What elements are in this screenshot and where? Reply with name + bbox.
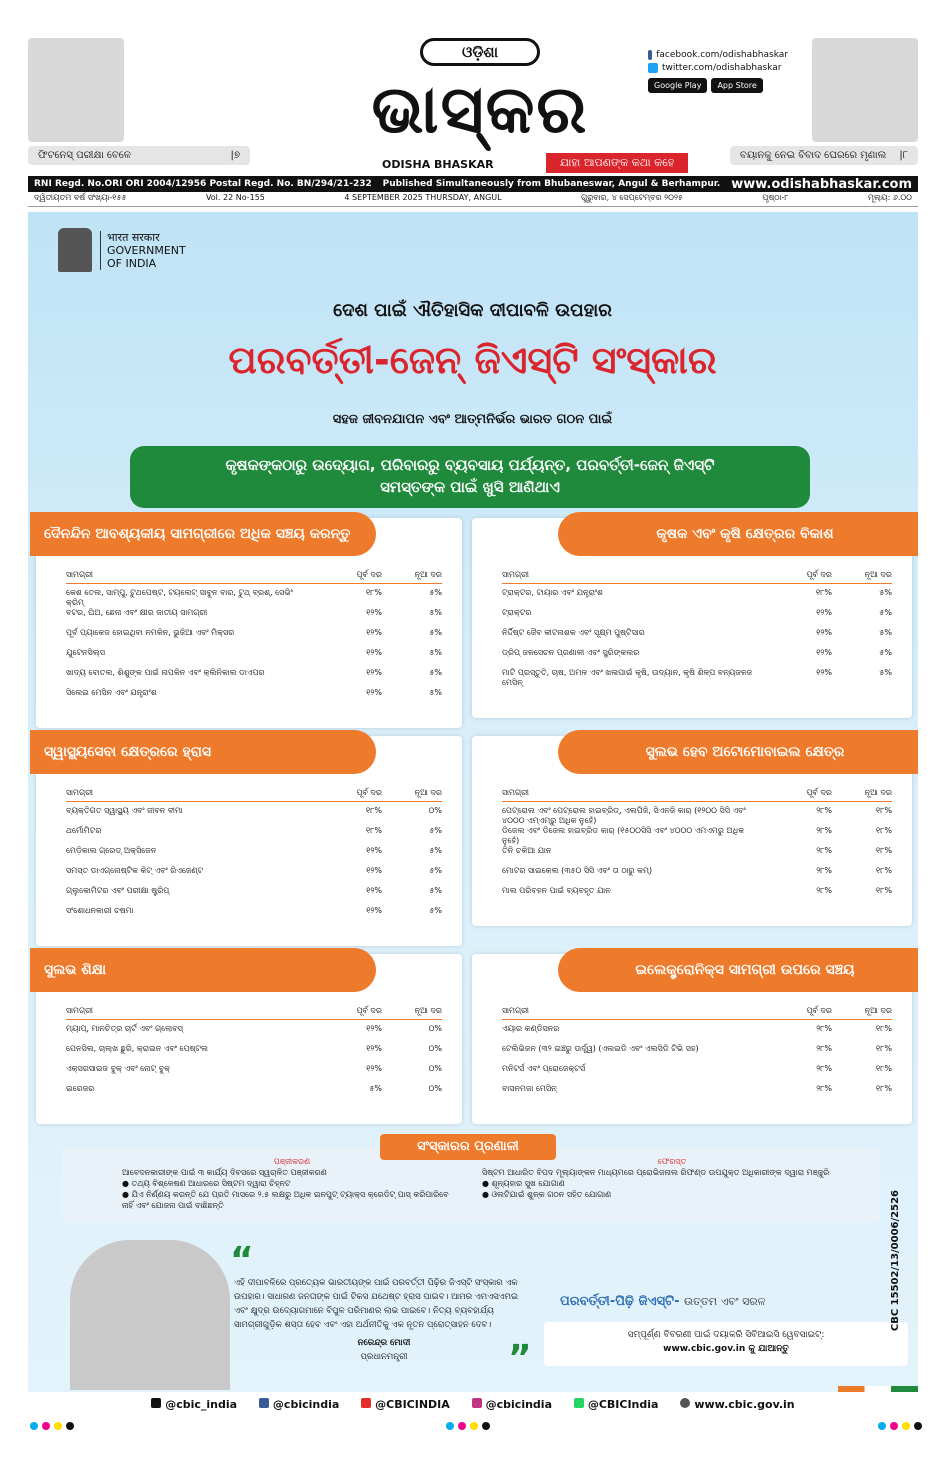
quote-role: ପ୍ରଧାନମନ୍ତ୍ରୀ: [360, 1352, 408, 1362]
facebook-icon: [259, 1398, 269, 1408]
published-text: Published Simultaneously from Bhubaneswar, Angul & Berhampur.: [382, 179, 721, 189]
x-icon: [151, 1398, 161, 1408]
col-old-rate: ପୂର୍ବ ଦର: [806, 570, 832, 579]
new-rate: ୧୮%: [876, 1044, 892, 1053]
masthead-tagline: ଯାହା ଆପଣଙ୍କ କଥା କହେ: [546, 153, 688, 173]
headline-2: ପରବର୍ତ୍ତୀ-ଜେନ୍ ଜିଏସ୍ଟି ସଂସ୍କାର: [228, 338, 717, 382]
rate-card: [472, 736, 912, 926]
rate-card-title: ସୁଲଭ ଶିକ୍ଷା: [30, 948, 376, 992]
page-count: ପୃଷ୍ଠା-୮: [762, 193, 789, 202]
new-rate: ୧୮%: [876, 886, 892, 895]
quote-name: ନରେନ୍ଦ୍ର ମୋଦୀ: [357, 1338, 411, 1348]
pm-photo: [70, 1240, 230, 1390]
rate-card: [472, 954, 912, 1124]
col-new-rate: ନୂଆ ଦର: [864, 788, 892, 797]
rate-row: [66, 1064, 442, 1084]
right-teaser-page: |୮: [899, 150, 908, 161]
masthead-name-en: ODISHA BHASKAR: [382, 158, 494, 171]
facebook-icon: [648, 50, 652, 60]
regd-text: RNI Regd. No.ORI ORI 2004/12956 Postal Regd. No. BN/294/21-232: [34, 179, 372, 189]
right-teaser-photo: [812, 38, 918, 142]
headline-1: ଦେଶ ପାଇଁ ଐତିହାସିକ ଦୀପାବଳି ଉପହାର: [333, 300, 612, 321]
col-old-rate: ପୂର୍ବ ଦର: [806, 1006, 832, 1015]
rate-row: [66, 1044, 442, 1064]
rate-item: ବଟର, ଘିଅ, ଛେନା ଏବଂ କ୍ଷୀର ଜାତୀୟ ସାମଗ୍ରୀ: [66, 608, 208, 617]
rate-item: ସମସ୍ତ ଡାଏଗ୍ନୋଷ୍ଟିକ କିଟ୍ ଏବଂ ରିଏଜେଣ୍ଟ: [66, 866, 204, 875]
rate-card-title: ସୁଲଭ ହେବ ଅଟୋମୋବାଇଲ କ୍ଷେତ୍ର: [558, 730, 918, 774]
year-issue: ଦ୍ୱିତୀୟତମ ବର୍ଷ ସଂଖ୍ୟା-୧୫୫: [34, 193, 127, 202]
new-rate: ୧୮%: [876, 846, 892, 855]
headline-3: ସହଜ ଜୀବନଯାପନ ଏବଂ ଆତ୍ମନିର୍ଭର ଭାରତ ଗଠନ ପାଇଁ: [332, 412, 613, 427]
rate-row: [502, 1084, 892, 1104]
gst-tag-a: ପରବର୍ତ୍ତୀ-ପିଢ଼ି ଜିଏସ୍ଟି-: [560, 1294, 680, 1309]
rate-item: ଡ୍ରିପ୍ ଜଳସେଚନ ପ୍ରଣାଳୀ ଏବଂ ସ୍ପ୍ରିଙ୍କଲର: [502, 648, 640, 657]
twitter-icon: [648, 63, 658, 73]
rate-row: [502, 588, 892, 608]
rate-row: [502, 826, 892, 846]
new-rate: ୫%: [429, 628, 442, 637]
issue-info: [28, 193, 918, 207]
rate-card: [36, 736, 462, 946]
new-rate: ୦%: [428, 1024, 442, 1033]
old-rate: ୧୨%: [366, 886, 382, 895]
rate-item: ଗ୍ଲୁକୋମିଟର ଏବଂ ପରୀକ୍ଷା ଷ୍ଟ୍ରିପ୍: [66, 886, 170, 895]
sys-left-head: ପଞ୍ଜୀକରଣ: [273, 1157, 311, 1166]
rate-card: [472, 518, 912, 718]
rate-item: ଥର୍ମୋମିଟର: [66, 826, 102, 835]
old-rate: ୧୮%: [366, 826, 382, 835]
right-teaser-text: ବୟାନକୁ ନେଇ ବିବାଦ ଘେରରେ ମୃଣାଲ: [740, 150, 887, 161]
col-new-rate: ନୂଆ ଦର: [414, 570, 442, 579]
col-old-rate: ପୂର୍ବ ଦର: [356, 570, 382, 579]
close-quote-icon: ”: [508, 1338, 532, 1379]
rate-row: [66, 806, 442, 826]
old-rate: ୨୮%: [816, 1024, 832, 1033]
new-rate: ୫%: [879, 628, 892, 637]
rate-item: ଏକ୍ସରସାଇଜ ବୁକ୍ ଏବଂ ନୋଟ୍ ବୁକ୍: [66, 1064, 171, 1073]
rate-row: [66, 688, 442, 708]
old-rate: ୧୨%: [366, 846, 382, 855]
rate-item: ଇରେଜର: [66, 1084, 95, 1093]
rate-row: [66, 826, 442, 846]
new-rate: ୧୮%: [876, 866, 892, 875]
facebook-link-cbic[interactable]: @cbicindia: [259, 1398, 339, 1411]
volume: Vol. 22 No-155: [205, 193, 265, 202]
old-rate: ୧୨%: [366, 906, 382, 915]
registration-dots-left: [30, 1422, 74, 1430]
sys-right-3: ଓଲଟିଯାଇଁ ଶୁଳ୍କ ଗଠନ ସହିତ ଯୋଗାଣ: [491, 1190, 612, 1199]
rate-row: [66, 608, 442, 628]
new-rate: ୫%: [429, 688, 442, 697]
registration-bar: [28, 176, 918, 192]
rate-row: [66, 628, 442, 648]
green-line-2: ସମସ୍ତଙ୍କ ପାଇଁ ଖୁସି ଆଣିଥାଏ: [380, 478, 560, 496]
rate-row: [66, 588, 442, 608]
website-link[interactable]: www.odishabhaskar.com: [731, 176, 912, 192]
rate-row: [66, 668, 442, 688]
app-store-badge[interactable]: App Store: [711, 78, 762, 93]
new-rate: ୧୮%: [876, 1024, 892, 1033]
rate-item: ଟ୍ରାକ୍ଟର, ଟାୟାର ଏବଂ ଯନ୍ତ୍ରାଂଶ: [502, 588, 603, 597]
rate-card-title: କୃଷକ ଏବଂ କୃଷି କ୍ଷେତ୍ରର ବିକାଶ: [558, 512, 918, 556]
rate-item: ମାଟି ପ୍ରସ୍ତୁତି, ଚାଷ, ଅମଳ ଏବଂ ଖଳାପାଇଁ କୃଷି, ଉଦ୍ୟାନ, କୃଷି ଶିଳ୍ପ ବନ୍ୟଜଳଜ ମେସିନ୍: [502, 668, 753, 687]
new-rate: ୫%: [429, 886, 442, 895]
rate-row: [66, 846, 442, 866]
gov-en-1: GOVERNMENT: [107, 243, 186, 257]
sys-right-head: ଫେରସ୍ତ: [657, 1157, 687, 1166]
cbic-line-1: ସମ୍ପୂର୍ଣ୍ଣ ବିବରଣୀ ପାଇଁ ଦୟାକରି ସିବିଆଇସି ୱେବସାଇଟ୍:: [627, 1330, 825, 1340]
rate-row: [502, 886, 892, 906]
new-rate: ୧୮%: [876, 1084, 892, 1093]
new-rate: ୫%: [429, 826, 442, 835]
col-item: ସାମଗ୍ରୀ: [66, 570, 93, 579]
old-rate: ୧୨%: [366, 628, 382, 637]
twitter-link[interactable]: twitter.com/odishabhaskar: [648, 63, 788, 73]
date-en: 4 SEPTEMBER 2025 THURSDAY, ANGUL: [344, 193, 502, 202]
old-rate: ୧୨%: [816, 648, 832, 657]
green-line-1: କୃଷକଙ୍କଠାରୁ ଉଦ୍ୟୋଗ, ପରିବାରରୁ ବ୍ୟବସାୟ ପର୍ଯ୍ୟନ୍ତ, ପରବର୍ତ୍ତୀ-ଜେନ୍ ଜିଏସ୍ଟି: [225, 456, 715, 474]
google-play-badge[interactable]: Google Play: [648, 78, 707, 93]
rate-row: [502, 648, 892, 668]
new-rate: ୧୮%: [876, 826, 892, 835]
col-item: ସାମଗ୍ରୀ: [502, 570, 529, 579]
rate-row: [502, 846, 892, 866]
rate-card: [36, 518, 462, 728]
rate-item: ମନିଟର୍ସ ଏବଂ ପ୍ରୋଜେକ୍ଟର୍ସ: [502, 1064, 586, 1073]
rate-table-header: [502, 570, 892, 584]
rate-row: [66, 1024, 442, 1044]
pm-quote: [234, 1276, 534, 1364]
instagram-link[interactable]: @cbicindia: [472, 1398, 552, 1411]
open-quote-icon: “: [230, 1240, 254, 1281]
rate-item: ପେଟ୍ରୋଲ ଏବଂ ପେଟ୍ରୋଲ ହାଇବ୍ରିଡ୍, ଏଲପିଜି, ସିଏନଜି କାର୍ (୧୨୦୦ ସିସି ଏବଂ ୪୦୦୦ ଏମ୍ଏମ୍‌ରୁ ଅଧିକ ନୁହେଁ): [502, 806, 746, 825]
rate-item: ନିର୍ଦ୍ଦିଷ୍ଟ ଜୈବ କୀଟନାଶକ ଏବଂ ସୂକ୍ଷ୍ମ ପୁଷ୍ଟିସାର: [502, 628, 645, 637]
whatsapp-icon: [574, 1398, 584, 1408]
col-old-rate: ପୂର୍ବ ଦର: [806, 788, 832, 797]
new-rate: ୫%: [429, 906, 442, 915]
rate-row: [66, 866, 442, 886]
old-rate: ୧୨%: [366, 688, 382, 697]
col-new-rate: ନୂଆ ଦର: [414, 788, 442, 797]
col-new-rate: ନୂଆ ଦର: [864, 1006, 892, 1015]
col-new-rate: ନୂଆ ଦର: [414, 1006, 442, 1015]
rate-row: [66, 648, 442, 668]
left-teaser-photo: [28, 38, 124, 142]
new-rate: ୫%: [879, 668, 892, 677]
sys-left-2: ତଥ୍ୟ ବିଶ୍ଳେଷଣ ଆଧାରରେ ସିଷ୍ଟମ ଦ୍ୱାରା ଚିହ୍ନଟ: [131, 1179, 291, 1188]
rate-row: [502, 668, 892, 688]
national-emblem-icon: [58, 228, 92, 272]
old-rate: ୧୨%: [816, 608, 832, 617]
registration-dots-right: [878, 1422, 922, 1430]
facebook-link[interactable]: facebook.com/odishabhaskar: [648, 50, 788, 60]
old-rate: ୨୮%: [816, 1084, 832, 1093]
rate-item: ସଂଶୋଧନକାରୀ ଚଷମା: [66, 906, 134, 915]
sys-right-2: ଶୂନ୍ୟହାର ସୁଖ ଯୋଗାଣ: [491, 1179, 565, 1188]
sys-left-1: ଆବେଦନକାରୀଙ୍କ ପାଇଁ ୩ କାର୍ଯ୍ୟ ଦିବସରେ ସ୍ୱଚାଳିତ ପଞ୍ଜୀକରଣ: [122, 1168, 327, 1177]
new-rate: ୫%: [879, 648, 892, 657]
col-item: ସାମଗ୍ରୀ: [66, 1006, 93, 1015]
left-teaser-text: ଫିଟନେସ୍ ପରୀକ୍ଷା ବେଳେ: [38, 150, 131, 161]
left-teaser-page: |୭: [230, 150, 240, 161]
youtube-link[interactable]: @CBICINDIA: [361, 1398, 450, 1411]
new-rate: ୧୮%: [876, 806, 892, 815]
rate-item: ଡିଜେଲ ଏବଂ ଡିଜେଲ ହାଇବ୍ରିଡ କାର୍ (୧୫୦୦ସିସି ଏବଂ ୪୦୦୦ ଏମଏମରୁ ଅଧିକ ନୁହେଁ): [502, 826, 745, 845]
new-rate: ୫%: [429, 608, 442, 617]
col-new-rate: ନୂଆ ଦର: [864, 570, 892, 579]
new-rate: ୧୮%: [876, 1064, 892, 1073]
price: ମୂଲ୍ୟ: ୬.୦୦: [868, 193, 912, 202]
col-old-rate: ପୂର୍ବ ଦର: [356, 1006, 382, 1015]
old-rate: ୧୮%: [366, 806, 382, 815]
youtube-icon: [361, 1398, 371, 1408]
old-rate: ୧୮%: [366, 588, 382, 597]
new-rate: ୫%: [429, 866, 442, 875]
new-rate: ୦%: [428, 1084, 442, 1093]
old-rate: ୨୮%: [816, 886, 832, 895]
rate-card-title: ଇଲେକ୍ଟ୍ରୋନିକ୍ସ ସାମଗ୍ରୀ ଉପରେ ସଞ୍ଚୟ: [558, 948, 918, 992]
gst-tag-b: ଉତ୍ତମ ଏବଂ ସରଳ: [684, 1295, 766, 1308]
rate-item: ଖାଦ୍ୟ ବୋତଲ, ଶିଶୁଙ୍କ ପାଇଁ ନାପକିନ ଏବଂ କ୍ଲିନିକାଲ ଡାଏପର: [66, 668, 265, 677]
instagram-icon: [472, 1398, 482, 1408]
quote-text: ଏହି ଦୀପାବଳିରେ ପ୍ରତ୍ୟେକ ଭାରତୀୟଙ୍କ ପାଇଁ ପରବର୍ତ୍ତୀ ପିଢ଼ିର ଜିଏସ୍ଟି ସଂସ୍କାର ଏକ ଉପହାର। ସାଧାରଣ ଜନତାଙ୍କ ପାଇଁ ଟିକସ ଯଥେଷ୍ଟ ହ୍ରାସ ପାଇବ। ଆମର ଏମଏସଏମଇ ଏବଂ କ୍ଷୁଦ୍ର ଉଦ୍ୟୋଗମାନେ ବିପୁଳ ପରିମାଣର ଲାଭ ପାଇବେ। ନିତ୍ୟ ବ୍ୟବହାର୍ଯ୍ୟ ସାମଗ୍ରୀଗୁଡ଼ିକ ଶସ୍ତା ହେବ ଏବଂ ଏହା ଅର୍ଥନୀତିକୁ ଏକ ନୂତନ ପ୍ରୋତ୍ସାହନ ଦେବ।: [234, 1278, 519, 1330]
old-rate: ୨୮%: [816, 1064, 832, 1073]
globe-icon: [680, 1398, 690, 1408]
rate-item: ବ୍ୟକ୍ତିଗତ ସ୍ୱାସ୍ଥ୍ୟ ଏବଂ ଜୀବନ ବୀମା: [66, 806, 183, 815]
rate-row: [502, 1064, 892, 1084]
rate-item: ମ୍ୟାପ୍, ମାନଚିତ୍ର ଚାର୍ଟ ଏବଂ ଗ୍ଲୋବସ୍: [66, 1024, 183, 1033]
rate-item: ତିନି ଚକିଆ ଯାନ: [502, 846, 552, 855]
system-title: ସଂସ୍କାରର ପ୍ରଣାଳୀ: [380, 1134, 556, 1160]
rate-item: ସିଲେଇ ମେସିନ ଏବଂ ଯନ୍ତ୍ରାଂଶ: [66, 688, 157, 697]
sys-left-3: ଯିଏ ନିର୍ଣ୍ଣୟ କରନ୍ତି ଯେ ପ୍ରତି ମାସରେ ୨.୫ ଲକ୍ଷରୁ ଅଧିକ ଇନପୁଟ୍ ଟ୍ୟାକ୍ସ କ୍ରେଡିଟ୍ ପାସ୍ କରିପାରିବେ ନାହିଁ ଏବଂ ଯୋଜନା ପାଇଁ ବାଛିଛନ୍ତି: [122, 1190, 449, 1210]
new-rate: ୫%: [429, 648, 442, 657]
social-bar: [28, 1392, 918, 1416]
rate-row: [502, 866, 892, 886]
new-rate: ୫%: [429, 588, 442, 597]
new-rate: ୦%: [428, 806, 442, 815]
rate-table-header: [502, 1006, 892, 1020]
col-item: ସାମଗ୍ରୀ: [502, 1006, 529, 1015]
rate-item: ପୂର୍ବ ପ୍ୟାକେଜ ହୋଇଥିବା ନମକିନ, ଭୁଜିଆ ଏବଂ ମିକ୍ସର: [66, 628, 235, 637]
old-rate: ୧୨%: [366, 608, 382, 617]
gst-tagline: [560, 1294, 766, 1309]
rate-item: ବାସନମଜା ମେସିନ୍: [502, 1084, 557, 1093]
logo-big: ଭାସ୍କର: [371, 71, 589, 148]
cbc-code: CBC 15502/13/0006/2526: [890, 1190, 901, 1332]
col-item: ସାମଗ୍ରୀ: [502, 788, 529, 797]
col-item: ସାମଗ୍ରୀ: [66, 788, 93, 797]
rate-item: ଟେଲିଭିଜନ (୩୨ ଇଞ୍ଚରୁ ଊର୍ଦ୍ଧ୍ୱ) (ଏଲଇଡି ଏବଂ ଏଲସିଡି ଟିଭି ସହ): [502, 1044, 699, 1053]
rate-item: ମୋଟର ସାଇକେଲ (୩୫୦ ସିସି ଏବଂ ତା ଠାରୁ କମ୍): [502, 866, 653, 875]
registration-dots-center: [446, 1422, 490, 1430]
x-link[interactable]: @cbic_india: [151, 1398, 237, 1411]
old-rate: ୧୨%: [366, 668, 382, 677]
cbic-info-box: [544, 1322, 908, 1366]
new-rate: ୫%: [879, 588, 892, 597]
col-old-rate: ପୂର୍ବ ଦର: [356, 788, 382, 797]
rate-card-title: ସ୍ୱାସ୍ଥ୍ୟସେବା କ୍ଷେତ୍ରରେ ହ୍ରାସ: [30, 730, 376, 774]
new-rate: ୫%: [879, 608, 892, 617]
rate-table-header: [66, 788, 442, 802]
old-rate: ୧୨%: [366, 866, 382, 875]
rate-table-header: [66, 1006, 442, 1020]
old-rate: ୧୮%: [816, 588, 832, 597]
left-teaser[interactable]: [28, 146, 250, 165]
reform-system-box: ପଞ୍ଜୀକରଣ ଆବେଦନକାରୀଙ୍କ ପାଇଁ ୩ କାର୍ଯ୍ୟ ଦିବସରେ ସ୍ୱଚାଳିତ ପଞ୍ଜୀକରଣ ● ତଥ୍ୟ ବିଶ୍ଳେଷଣ ଆଧାରରେ ସିଷ୍ଟମ ଦ୍ୱାରା ଚିହ୍ନଟ ● ଯିଏ ନିର୍ଣ୍ଣୟ କରନ୍ତି ଯେ ପ୍ରତି ମାସରେ ୨.୫ ଲକ୍ଷରୁ ଅଧିକ ଇନପୁଟ୍ ଟ୍ୟାକ୍ସ କ୍ରେଡିଟ୍ ପାସ୍ କରିପାରିବେ ନାହିଁ ଏବଂ ଯୋଜନା ପାଇଁ ବାଛିଛନ୍ତି ଫେରସ୍ତ ସିଷ୍ଟମ ଆଧାରିତ ବିପଦ ମୂଲ୍ୟାଙ୍କନ ମାଧ୍ୟମରେ ପ୍ରୋଭିଜନାଲ ରିଫଣ୍ଡ ଉପଯୁକ୍ତ ଅଧିକାରୀଙ୍କ ଦ୍ୱାରା ମଞ୍ଜୁରି ● ଶୂନ୍ୟହାର ସୁଖ ଯୋଗାଣ ● ଓଲଟିଯାଇଁ ଶୁଳ୍କ ଗଠନ ସହିତ ଯୋଗାଣ: [62, 1148, 880, 1222]
new-rate: ୦%: [428, 1064, 442, 1073]
rate-table-header: [66, 570, 442, 584]
gov-en-2: OF INDIA: [107, 256, 157, 270]
rate-row: [502, 608, 892, 628]
old-rate: ୨୮%: [816, 866, 832, 875]
cbic-link[interactable]: www.cbic.gov.in କୁ ଯାଆନ୍ତୁ: [663, 1344, 789, 1354]
new-rate: ୫%: [429, 668, 442, 677]
rate-row: [66, 1084, 442, 1104]
new-rate: ୦%: [428, 1044, 442, 1053]
rate-item: ମେଡ଼ିକାଲ ଗ୍ରେଡ୍ ଅକ୍ସିଜେନ: [66, 846, 157, 855]
old-rate: ୨୮%: [816, 1044, 832, 1053]
old-rate: ୧୨%: [366, 1044, 382, 1053]
old-rate: ୫%: [369, 1084, 382, 1093]
new-rate: ୫%: [429, 846, 442, 855]
rate-row: [502, 1044, 892, 1064]
rate-row: [502, 628, 892, 648]
rate-row: [502, 806, 892, 826]
social-links: [648, 50, 788, 93]
rate-item: କେଶ ତେଲ, ସାମ୍ପୁ, ଟୁଥପେଷ୍ଟ, ଟୟଲେଟ୍ ସାବୁନ ବାର, ଟୁଥ୍ ବ୍ରଶ୍, ସେଭିଂ କ୍ରିମ୍: [66, 588, 293, 607]
rate-row: [502, 1024, 892, 1044]
green-banner: [130, 446, 810, 508]
rate-card-title: ଦୈନନ୍ଦିନ ଆବଶ୍ୟକୀୟ ସାମଗ୍ରୀରେ ଅଧିକ ସଞ୍ଚୟ କରନ୍ତୁ: [30, 512, 376, 556]
sys-right-1: ସିଷ୍ଟମ ଆଧାରିତ ବିପଦ ମୂଲ୍ୟାଙ୍କନ ମାଧ୍ୟମରେ ପ୍ରୋଭିଜନାଲ ରିଫଣ୍ଡ ଉପଯୁକ୍ତ ଅଧିକାରୀଙ୍କ ଦ୍ୱାରା ମଞ୍ଜୁରି: [482, 1168, 830, 1177]
old-rate: ୨୮%: [816, 826, 832, 835]
rate-item: ଟ୍ରାକ୍ଟର: [502, 608, 532, 617]
logo-small: ଓଡ଼ିଶା: [420, 38, 540, 66]
rate-item: ଯୁଟେନସିଲ୍ସ: [66, 648, 105, 657]
old-rate: ୨୮%: [816, 846, 832, 855]
rate-card: [36, 954, 462, 1124]
gov-hindi: भारत सरकार: [107, 230, 160, 244]
web-link[interactable]: www.cbic.gov.in: [680, 1398, 794, 1411]
government-logo: [58, 228, 186, 272]
rate-item: ମାଲ ପରିବହନ ପାଇଁ ବ୍ୟବହୃତ ଯାନ: [502, 886, 611, 895]
old-rate: ୧୨%: [366, 648, 382, 657]
rate-row: [66, 886, 442, 906]
old-rate: ୧୨%: [366, 1024, 382, 1033]
old-rate: ୨୮%: [816, 806, 832, 815]
whatsapp-link[interactable]: @CBICIndia: [574, 1398, 658, 1411]
rate-item: ଏୟାର କଣ୍ଡିସନର: [502, 1024, 560, 1033]
rate-row: [66, 906, 442, 926]
rate-item: ପେନସିଲ, ଚାଲ୍ଖ ଛୁରି, କ୍ରାଇନ ଏବଂ ପେଷ୍ଟଲ: [66, 1044, 208, 1053]
date-or: ଗୁରୁବାର, ୪ ସେପ୍ଟେମ୍ବର ୨୦୨୫: [581, 193, 683, 202]
old-rate: ୧୨%: [816, 668, 832, 677]
old-rate: ୧୨%: [366, 1064, 382, 1073]
rate-table-header: [502, 788, 892, 802]
old-rate: ୧୨%: [816, 628, 832, 637]
right-teaser[interactable]: [730, 146, 918, 165]
